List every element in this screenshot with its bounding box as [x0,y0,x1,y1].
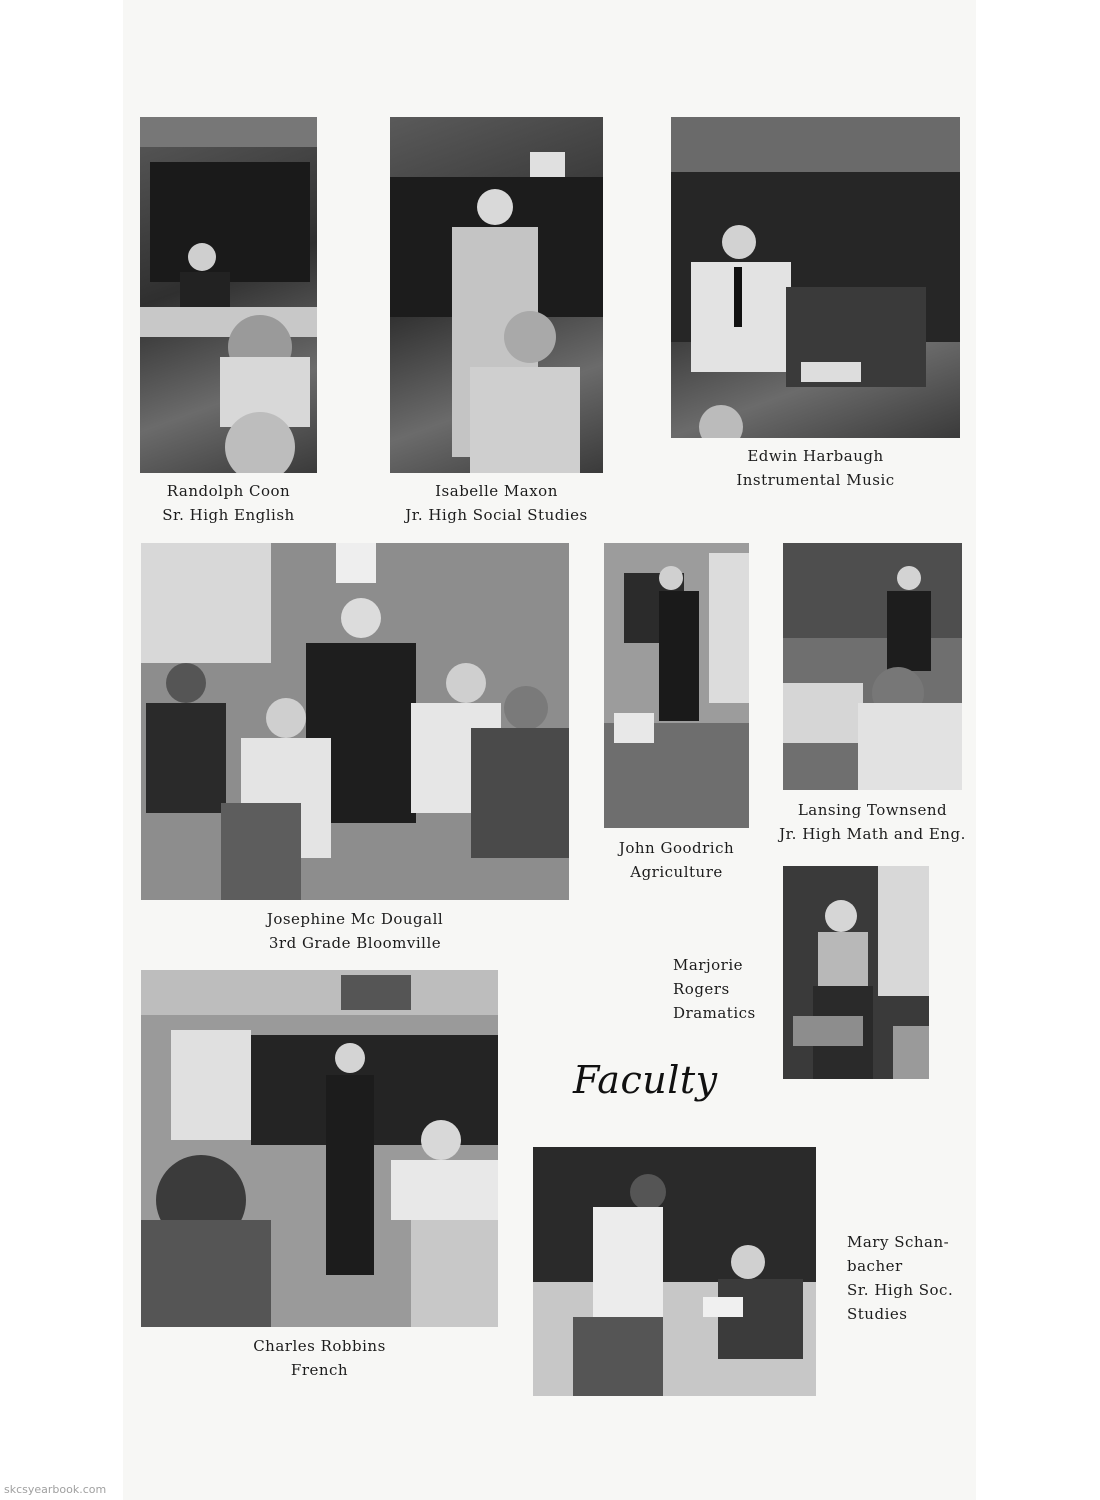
faculty-name: Charles Robbins [253,1337,386,1355]
caption-line: bacher [847,1257,903,1275]
faculty-subject: French [290,1361,349,1379]
caption-lansing-townsend [767,798,978,846]
photo-mary-schanbacher [533,1147,816,1396]
faculty-name: Isabelle Maxon [435,482,558,500]
faculty-subject: Sr. High English [162,506,295,524]
caption-charles-robbins [141,1334,498,1382]
faculty-name: Randolph Coon [166,482,291,500]
photo-randolph-coon [140,117,317,473]
page-title: Faculty [573,1058,718,1102]
photo-charles-robbins [141,970,498,1327]
photo-john-goodrich [604,543,749,828]
caption-randolph-coon [140,479,317,527]
caption-line: Dramatics [673,1004,756,1022]
caption-edwin-harbaugh [671,444,960,492]
caption-line: Sr. High Soc. [847,1281,954,1299]
caption-line: Rogers [673,980,730,998]
faculty-name: Edwin Harbaugh [747,447,884,465]
faculty-subject: Jr. High Social Studies [405,506,588,524]
photo-isabelle-maxon [390,117,603,473]
caption-line: Mary Schan- [847,1233,950,1251]
caption-josephine-mc-dougall [141,907,569,955]
photo-marjorie-rogers [783,866,929,1079]
photo-josephine-mc-dougall [141,543,569,900]
faculty-subject: Instrumental Music [736,471,895,489]
caption-marjorie-rogers [673,953,773,1025]
watermark: skcsyearbook.com [4,1483,107,1496]
faculty-subject: Jr. High Math and Eng. [779,825,966,843]
faculty-subject: 3rd Grade Bloomville [268,934,442,952]
faculty-name: Lansing Townsend [797,801,948,819]
caption-line: Marjorie [673,956,743,974]
faculty-name: John Goodrich [618,839,735,857]
caption-mary-schanbacher [847,1230,967,1326]
photo-edwin-harbaugh [671,117,960,438]
caption-isabelle-maxon [376,479,617,527]
photo-lansing-townsend [783,543,962,790]
faculty-subject: Agriculture [630,863,723,881]
faculty-name: Josephine Mc Dougall [266,910,444,928]
caption-line: Studies [847,1305,908,1323]
caption-john-goodrich [590,836,763,884]
